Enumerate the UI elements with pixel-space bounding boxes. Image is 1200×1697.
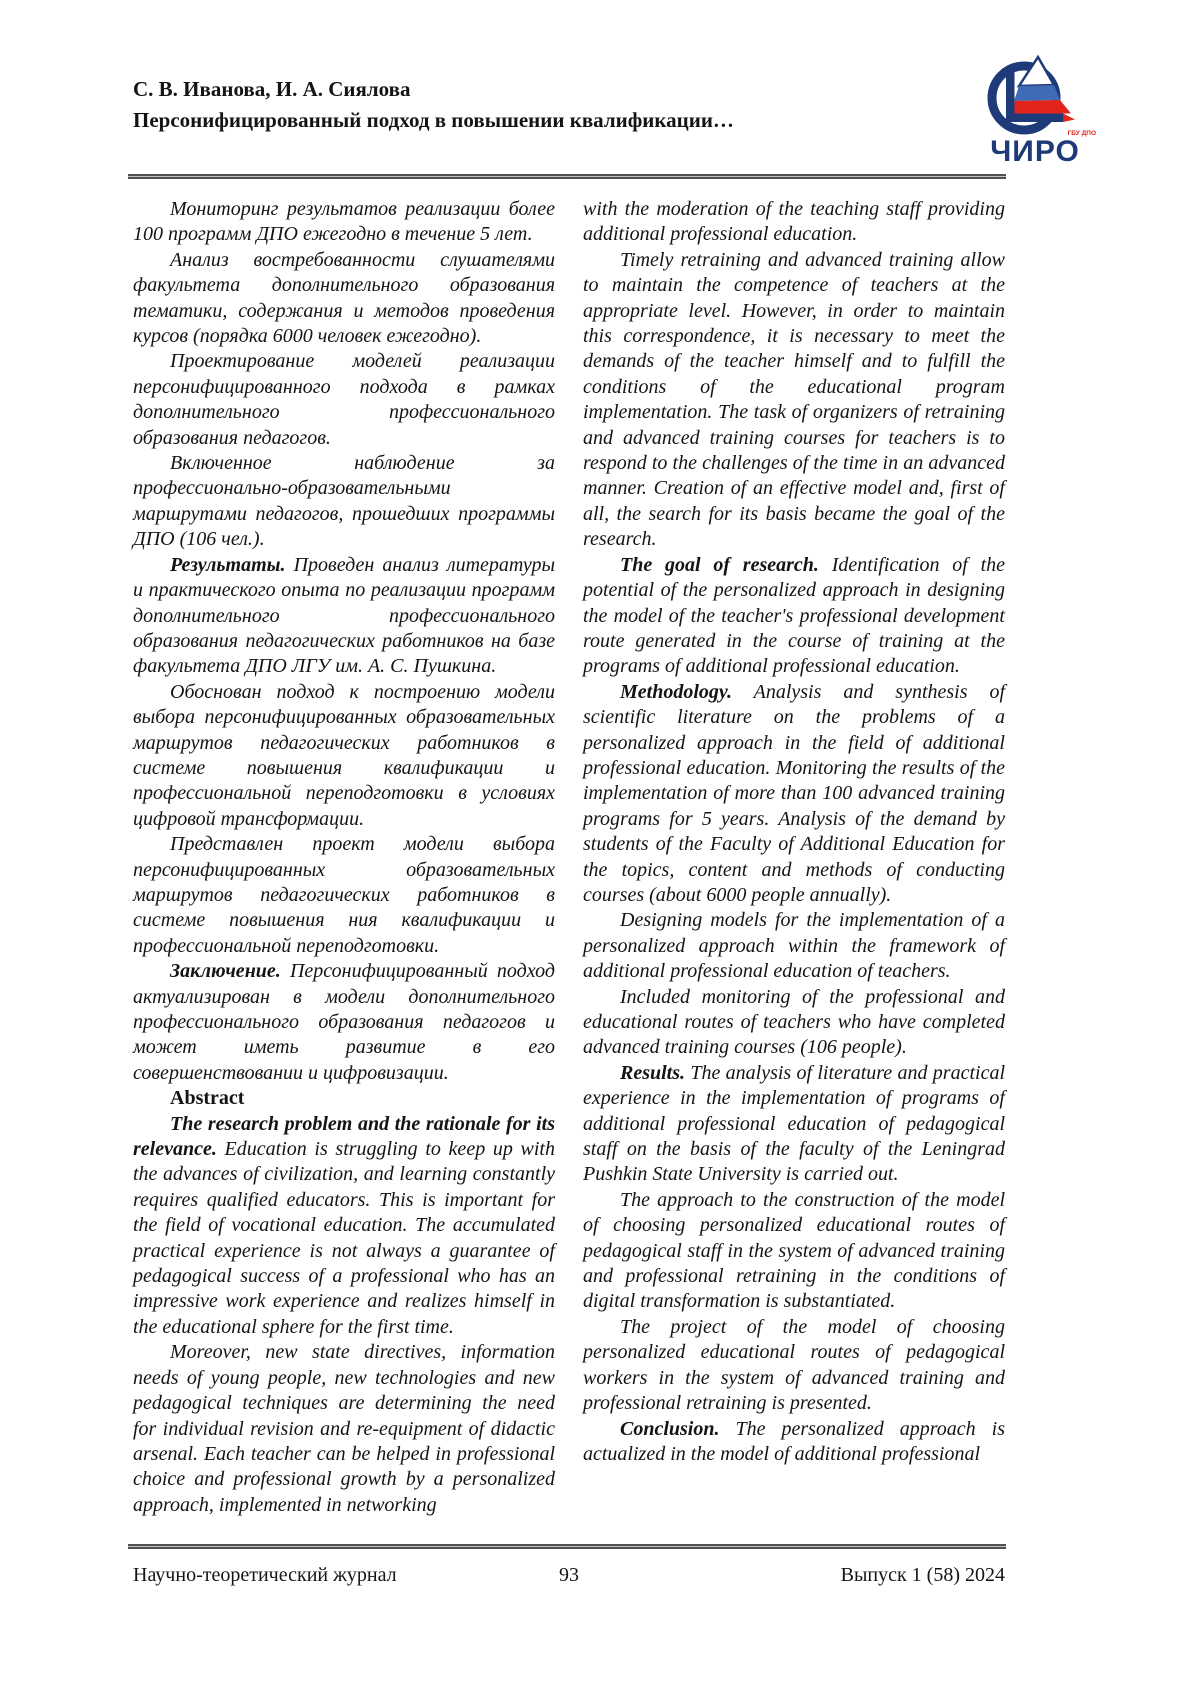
running-title: Персонифицированный подход в повышении квалификации… (133, 108, 734, 132)
paragraph: Timely retraining and advanced training allow to maintain the competence of teachers at the appropriate level. However, in order to maintain this correspondence, it is necessary to meet the demands of the teacher himself and to fulfill the conditions of the educational program implementation. The task of organizers of retraining and advanced training courses for teachers is to respond to the challenges of the time in an advanced manner. Creation of an effective model and, first of all, the search for its basis became the goal of the research. (583, 248, 1005, 551)
sail-red-band (1009, 100, 1071, 114)
page-footer (133, 1562, 1005, 1588)
footer-divider (128, 1544, 1006, 1549)
paragraph: Представлен проект модели выбора персонифицированных образовательных маршрутов педагогических работников в системе повышения ния квалификации и профессиональной переподготовки. (133, 833, 555, 957)
paragraph-lead: The goal of research. (620, 553, 819, 576)
paragraph: The research problem and the rationale for its relevance. Education is struggling to keep up with the advances of civilization, and learning constantly requires qualified educators. This is important for the field of vocational education. The accumulated practical experience is not always a guarantee of pedagogical success of a professional who has an impressive work experience and realizes himself in the educational sphere for the first time. (133, 1112, 555, 1338)
left-column (133, 197, 555, 1518)
paragraph-lead: Результаты. (170, 553, 286, 576)
paragraph: The project of the model of choosing personalized educational routes of pedagogical workers in the system of advanced training and professional retraining is presented. (583, 1315, 1005, 1415)
paragraph: Заключение. Персонифицированный подход актуализирован в модели дополнительного профессионального образования педагогов и может иметь развитие в его совершенствовании и цифровизации. (133, 960, 556, 1084)
paragraph: Conclusion. The personalized approach is actualized in the model of additional professional (583, 1417, 1005, 1465)
paragraph: The approach to the construction of the model of choosing personalized educational routes of pedagogical staff in the system of advanced training and professional retraining in the conditions of digital transformation is substantiated. (583, 1188, 1005, 1313)
chiro-logo-icon (972, 52, 1098, 140)
paragraph-lead: Заключение. (170, 960, 281, 983)
logo-org-name: ЧИРО (990, 135, 1080, 168)
paragraph: The goal of research. Identification of the potential of the personalized approach in designing the model of the teacher's professional development route generated in the course of training at the programs of additional professional education. (583, 553, 1005, 678)
paragraph: Мониторинг результатов реализации более 100 программ ДПО ежегодно в течение 5 лет. (133, 198, 555, 246)
paragraph: Результаты. Проведен анализ литературы и практического опыта по реализации программ дополнительного профессионального образования педагогических работников на базе факультета ДПО ЛГУ им. А. С. Пушкина. (133, 553, 555, 678)
chiro-logo (972, 52, 1098, 167)
paragraph-lead: Abstract (170, 1087, 245, 1110)
logo-subtext: ГБУ ДПО (1067, 130, 1096, 137)
article-body (133, 197, 1005, 1518)
paragraph-lead: The research problem and the rationale for its relevance. (133, 1112, 555, 1161)
paragraph: Moreover, new state directives, information needs of young people, new technologies and new pedagogical techniques are determining the need for individual revision and re-equipment of didactic arsenal. Each teacher can be helped in professional choice and professional growth by a personalized approach, implemented in networking (133, 1341, 555, 1516)
paragraph: Анализ востребованности слушателями факультета дополнительного образования тематики, содержания и методов проведения курсов (порядка 6000 человек ежегодно). (133, 248, 555, 348)
sail-blue-band (1014, 85, 1060, 101)
paragraph: Included monitoring of the professional and educational routes of teachers who have completed advanced training courses (106 people). (583, 985, 1005, 1059)
paragraph: Включенное наблюдение за профессионально-образовательными маршрутами педагогов, прошедших программы ДПО (106 чел.). (133, 452, 555, 551)
paragraph: Methodology. Analysis and synthesis of scientific literature on the problems of a personalized approach in the field of additional professional education. Monitoring the results of the implementation of more than 100 advanced training programs for 5 years. Analysis of the demand by students of the Faculty of Additional Education for the topics, content and methods of conducting courses (about 6000 people annually). (583, 680, 1006, 906)
paragraph-lead: Conclusion. (620, 1417, 720, 1440)
paragraph-lead: Results. (620, 1061, 686, 1084)
right-column (583, 197, 1005, 1518)
paragraph: Проектирование моделей реализации персонифицированного подхода в рамках дополнительного профессионального образования педагогов. (133, 350, 555, 449)
authors-line: С. В. Иванова, И. А. Сиялова (133, 77, 411, 101)
paragraph: Designing models for the implementation of a personalized approach within the framework of additional professional education of teachers. (583, 909, 1005, 983)
footer-page-number: 93 (559, 1564, 579, 1586)
paragraph: with the moderation of the teaching staff providing additional professional education. (583, 198, 1005, 246)
footer-issue: Выпуск 1 (58) 2024 (840, 1564, 1006, 1586)
page-header (133, 74, 913, 136)
footer-journal-name: Научно-теоретический журнал (133, 1564, 397, 1586)
paragraph-lead: Methodology. (620, 680, 733, 703)
paragraph: Results. The analysis of literature and practical experience in the implementation of programs of additional professional education of pedagogical staff on the basis of the faculty of the Leningrad Pushkin State University is carried out. (583, 1061, 1006, 1186)
header-divider (128, 174, 1006, 179)
paragraph: Обоснован подход к построению модели выбора персонифицированных образовательных маршрутов педагогических работников в системе повышения квалификации и профессиональной переподготовки в условиях цифровой трансформации. (133, 680, 555, 830)
section-heading (133, 1086, 555, 1111)
